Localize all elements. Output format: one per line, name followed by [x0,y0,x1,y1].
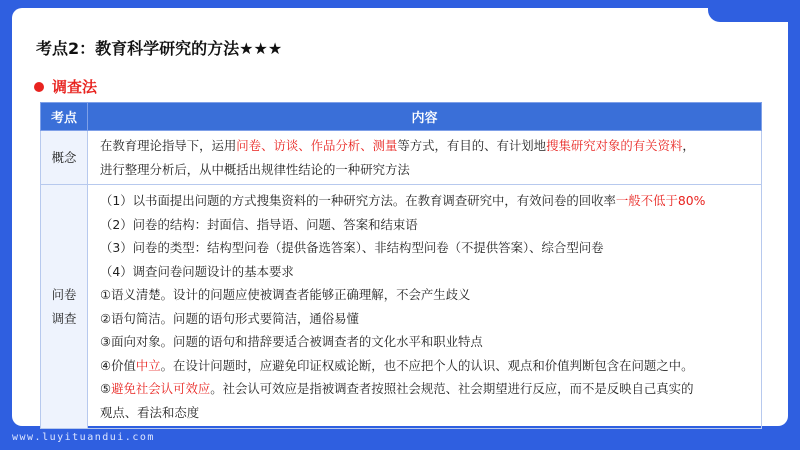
text-segment: 。社会认可效应是指被调查者按照社会规范、社会期望进行反应，而不是反映自己真实的 [210,381,694,396]
page-title: 考点2：教育科学研究的方法★★★ [36,39,283,58]
text-segment: ⑤ [100,381,112,396]
footer-url: www.luyituandui.com [12,432,155,443]
section-heading [34,76,97,97]
concept-line-1 [100,134,753,158]
concept-line-2: 进行整理分析后，从中概括出规律性结论的一种研究方法 [100,161,410,177]
criterion-2: ②语句简洁。问题的语句形式要简洁，通俗易懂 [100,310,359,326]
header-label: 考点 [41,103,88,131]
text-segment: 等方式，有目的、有计划地 [397,138,547,153]
table-row [41,131,762,185]
row-label-concept: 概念 [41,131,88,185]
criterion-1: ①语义清楚。设计的问题应使被调查者能够正确理解，不会产生歧义 [100,287,471,302]
text-segment: 。在设计问题时，应避免印证权威论断，也不应把个人的认识、观点和价值判断包含在问题之中。 [160,357,694,373]
criterion-5 [100,377,753,401]
text-segment: 在教育理论指导下，运用 [100,138,237,153]
header-content: 内容 [88,103,762,131]
table-row [41,185,762,429]
section-label: 调查法 [52,78,98,96]
criterion-5-cont: 观点、看法和态度 [100,404,200,420]
item-4: （4）调查问卷问题设计的基本要求 [100,263,294,279]
criterion-3: ③面向对象。问题的语句和措辞要适合被调查者的文化水平和职业特点 [100,334,483,349]
item-2: （2）问卷的结构：封面信、指导语、问题、答案和结束语 [100,216,418,232]
text-segment: ④价值 [100,357,136,373]
content-table [40,102,762,429]
item-3: （3）问卷的类型：结构型问卷（提供备选答案）、非结构型问卷（不提供答案）、综合型问卷 [100,240,604,255]
highlight-social: 避免社会认可效应 [111,381,211,396]
corner-tab [708,0,800,22]
questionnaire-content [88,185,762,429]
table-header-row [41,103,762,131]
criterion-4 [100,354,753,378]
highlight-rate: 一般不低于80% [615,193,706,208]
highlight-neutral: 中立 [135,357,161,373]
label-line: 问卷 [51,286,77,302]
text-segment: （1）以书面提出问题的方式搜集资料的一种研究方法。在教育调查研究中，有效问卷的回收率 [100,193,616,208]
text-segment: ， [682,138,695,153]
row-label-questionnaire [41,185,88,429]
highlight-data: 搜集研究对象的有关资料 [546,138,683,153]
highlight-methods: 问卷、访谈、作品分析、测量 [236,138,398,153]
concept-content [88,131,762,185]
label-line: 调查 [51,310,77,326]
item-1 [100,189,753,213]
bullet-dot-icon [34,82,44,92]
